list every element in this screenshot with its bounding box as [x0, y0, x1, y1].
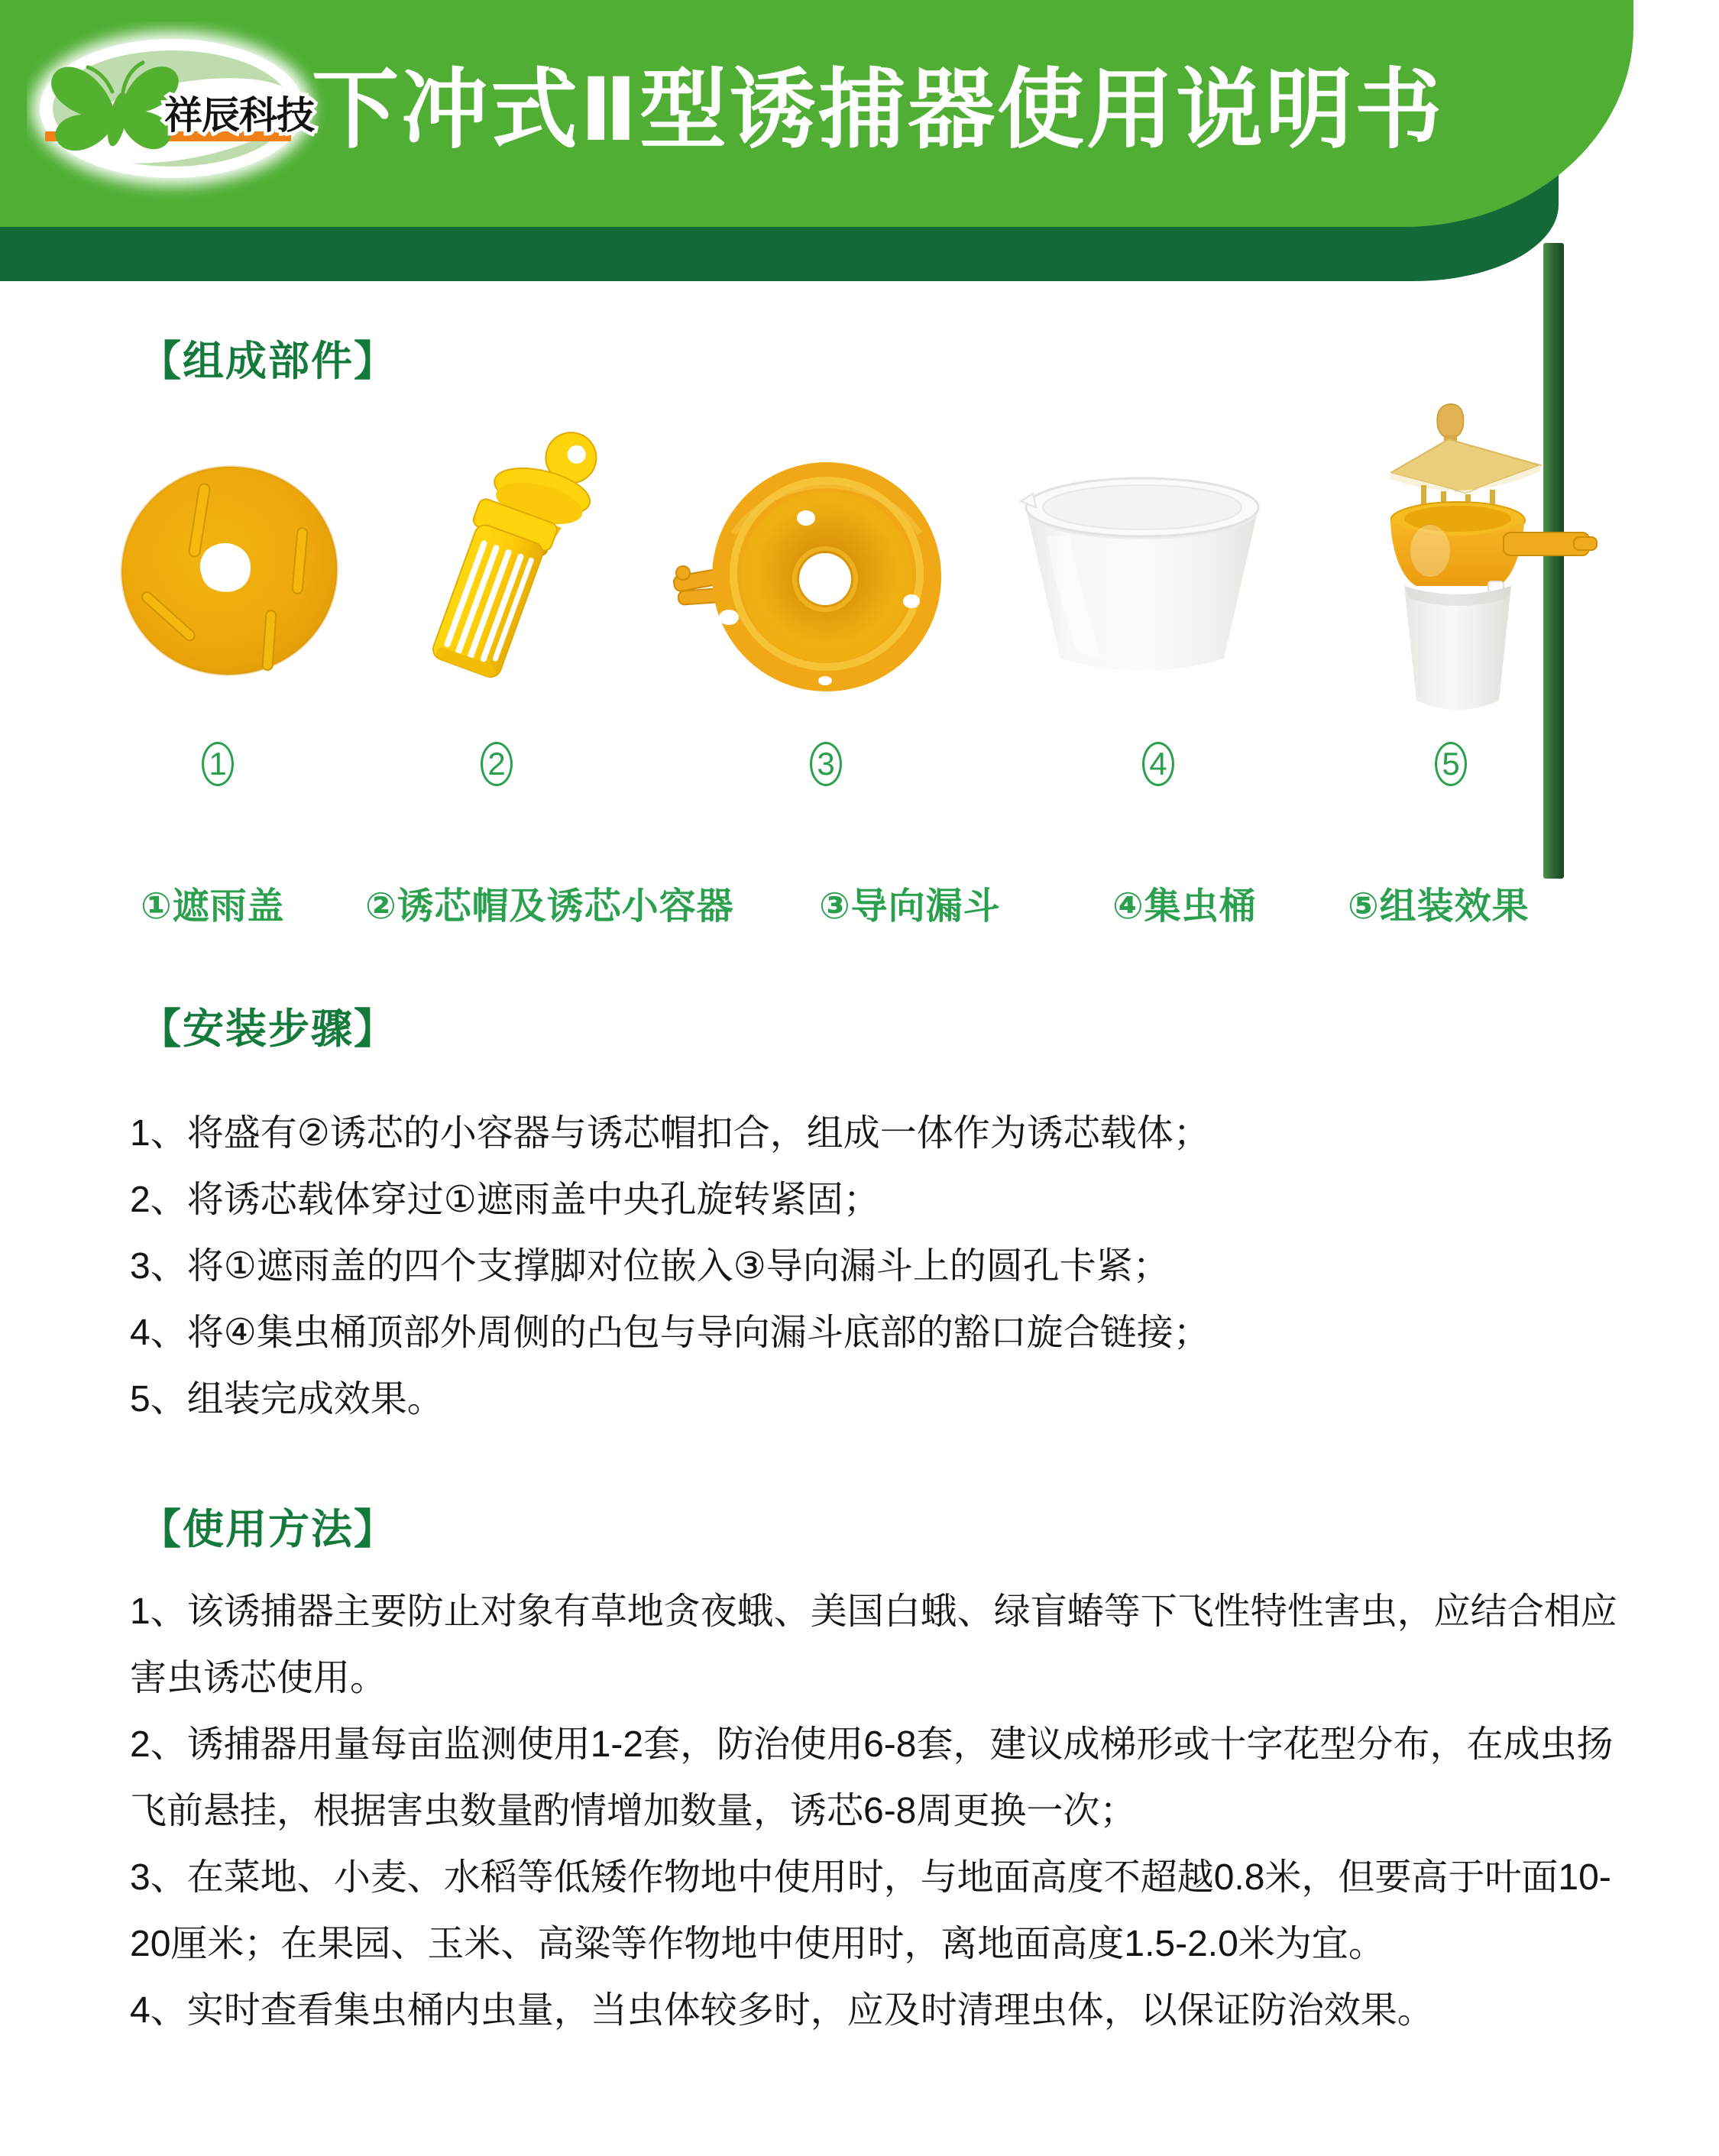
usage-item: 1、该诱捕器主要防止对象有草地贪夜蛾、美国白蛾、绿盲蝽等下飞性特性害虫，应结合相应害虫诱芯使用。	[130, 1591, 1617, 1698]
usage-heading: 【使用方法】	[140, 1507, 397, 1552]
rain-cover-photo	[115, 455, 344, 684]
top-knob	[1437, 404, 1463, 438]
lure-container-cage	[425, 497, 559, 682]
install-step: 4、将④集虫桶顶部外周侧的凸包与导向漏斗底部的豁口旋合链接；	[130, 1313, 1210, 1353]
marker-3: 3	[810, 742, 842, 786]
insect-bucket-photo	[1016, 468, 1268, 685]
install-step: 2、将诱芯载体穿过①遮雨盖中央孔旋转紧固；	[130, 1180, 880, 1220]
center-hole	[200, 543, 251, 592]
usage-item: 3、在菜地、小麦、水稻等低矮作物地中使用时，与地面高度不超越0.8米，但要高于叶面10-20厘米；在果园、玉米、高粱等作物地中使用时，离地面高度1.5-2.0米为宜。	[130, 1857, 1611, 1964]
install-step: 1、将盛有②诱芯的小容器与诱芯帽扣合，组成一体作为诱芯载体；	[130, 1113, 1210, 1154]
label-assembled-trap: ⑤组装效果	[1348, 886, 1530, 927]
marker-1: 1	[202, 742, 234, 786]
label-lure-cap: ②诱芯帽及诱芯小容器	[365, 886, 734, 927]
label-rain-cover: ①遮雨盖	[141, 886, 285, 927]
label-insect-bucket: ④集虫桶	[1112, 886, 1257, 927]
marker-2: 2	[481, 742, 513, 786]
usage-item: 4、实时查看集虫桶内虫量，当虫体较多时，应及时清理虫体，以保证防治效果。	[130, 1990, 1434, 2031]
lure-cap-photo	[401, 416, 615, 707]
usage-instructions	[130, 1578, 1620, 2044]
installation-heading: 【安装步骤】	[140, 1006, 397, 1052]
marker-4: 4	[1142, 742, 1174, 786]
funnel-center-hole	[799, 553, 851, 605]
marker-5: 5	[1435, 742, 1467, 786]
components-heading: 【组成部件】	[140, 338, 397, 384]
company-name: 祥辰科技	[164, 94, 314, 137]
install-step: 5、组装完成效果。	[130, 1379, 444, 1420]
page-title: 下冲式Ⅱ型诱捕器使用说明书	[312, 62, 1445, 159]
install-step: 3、将①遮雨盖的四个支撑脚对位嵌入③导向漏斗上的圆孔卡紧；	[130, 1246, 1170, 1287]
usage-item: 2、诱捕器用量每亩监测使用1-2套，防治使用6-8套，建议成梯形或十字花型分布，在成虫扬飞前悬挂，根据害虫数量酌情增加数量，诱芯6-8周更换一次；	[130, 1724, 1614, 1831]
label-guide-funnel: ③导向漏斗	[819, 886, 1001, 927]
assembled-trap-photo	[1390, 393, 1604, 745]
installation-steps	[130, 1100, 1627, 1432]
guide-funnel-photo	[672, 458, 951, 695]
